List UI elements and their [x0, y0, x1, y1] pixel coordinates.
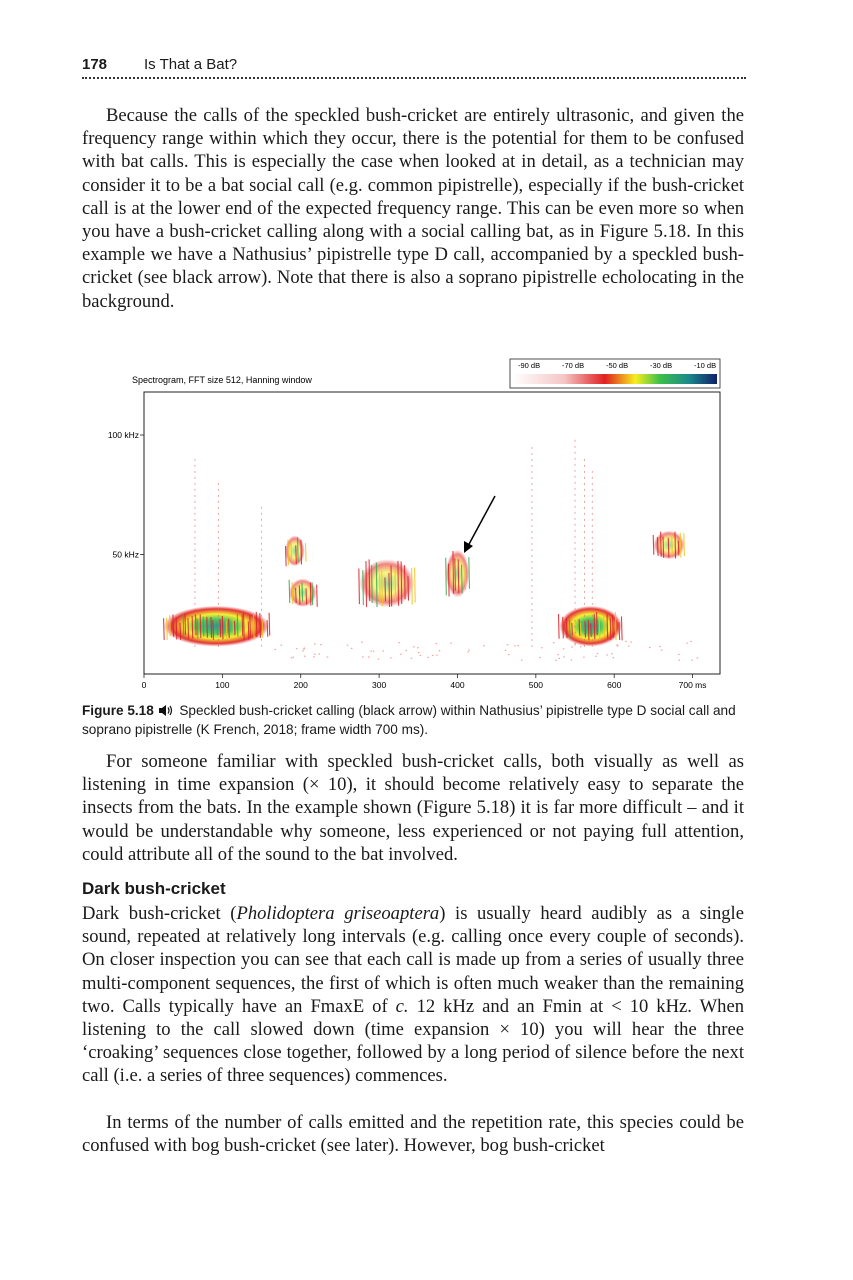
call-streak	[207, 617, 208, 638]
noise-dot	[690, 641, 692, 642]
figure-label: Figure 5.18	[82, 703, 154, 718]
noise-dot	[483, 645, 485, 646]
x-tick-label: 200	[293, 680, 308, 690]
call-streak	[653, 535, 654, 555]
noise-dot	[420, 655, 422, 656]
call-streak	[233, 617, 234, 635]
call-streak	[448, 564, 449, 597]
call-social-call-group-4	[653, 531, 685, 560]
call-streak	[401, 561, 402, 604]
noise-dot	[390, 657, 392, 658]
call-streak	[296, 545, 297, 564]
call-streak	[462, 565, 463, 594]
noise-dot	[539, 657, 541, 658]
noise-dot	[400, 654, 402, 655]
spectrogram-figure	[92, 356, 732, 692]
call-streak	[306, 588, 307, 604]
call-streak	[570, 619, 571, 637]
noise-dot	[678, 660, 680, 661]
call-streak	[615, 612, 616, 640]
call-streak	[558, 614, 559, 639]
noise-dot	[575, 643, 577, 644]
noise-dot	[373, 651, 375, 652]
spectrogram-chart	[92, 356, 732, 692]
call-streak	[164, 618, 165, 640]
call-streak	[222, 616, 223, 639]
noise-dot	[362, 656, 364, 657]
noise-dot	[351, 648, 353, 649]
call-streak	[613, 615, 614, 638]
call-streak	[301, 540, 302, 565]
noise-dot	[320, 644, 322, 645]
call-streak	[579, 619, 580, 636]
call-streak	[675, 532, 676, 559]
call-streak	[170, 615, 171, 636]
call-streak	[200, 614, 201, 638]
noise-dot	[347, 645, 349, 646]
call-streak	[302, 583, 303, 602]
call-streak	[610, 618, 611, 640]
noise-dot	[428, 657, 430, 658]
call-streak	[248, 622, 249, 640]
call-streak	[234, 621, 235, 635]
colorbar	[510, 359, 720, 388]
call-streak	[298, 537, 299, 562]
noise-dot	[418, 652, 420, 653]
call-streak	[363, 570, 364, 605]
call-streak	[220, 619, 221, 637]
call-streak	[597, 612, 598, 635]
call-streak	[585, 621, 586, 638]
call-streak	[446, 558, 447, 596]
noise-dot	[659, 646, 661, 647]
call-streak	[366, 561, 367, 607]
noise-dot	[630, 641, 632, 642]
text-run: ) is usually heard audibly as a single sound, repeated at relatively long intervals (e.g. calling once every couple of seconds). On closer inspection you can see that each call is made up from a series of usually three multi-component sequences, the first of which is often much weaker than the remaining two. Calls typically have an FmaxE of	[82, 903, 744, 1017]
call-streak	[369, 559, 370, 601]
call-streak	[176, 617, 177, 639]
call-streak	[455, 558, 456, 590]
call-streak	[408, 576, 409, 600]
colorbar-label: -90 dB	[518, 361, 541, 370]
noise-dot	[405, 650, 407, 651]
call-streak	[310, 582, 311, 605]
x-tick-label: 500	[528, 680, 543, 690]
noise-dot	[314, 654, 316, 655]
call-streak	[192, 616, 193, 639]
call-streak	[197, 619, 198, 638]
colorbar-label: -30 dB	[650, 361, 673, 370]
call-streak	[657, 537, 658, 556]
call-streak	[599, 616, 600, 639]
call-streak	[244, 613, 245, 641]
call-streak	[453, 551, 454, 594]
call-streak	[185, 614, 186, 635]
noise-dot	[597, 653, 599, 654]
header-divider	[82, 77, 746, 79]
x-tick-label: 400	[450, 680, 465, 690]
call-streak	[289, 580, 290, 603]
noise-dot	[507, 644, 509, 645]
noise-dot	[304, 656, 306, 657]
call-streak	[288, 540, 289, 565]
page-number: 178	[82, 56, 108, 73]
call-streak	[668, 538, 669, 558]
text-run: 12 kHz and an Fmin at < 10 kHz. When listening to the call slowed down (time expansion × 10) you will hear the three ‘croaking’ sequences close together, followed by a long period of silence before the next call (i.e. a series of three sequences) commences.	[82, 995, 744, 1087]
x-tick-label: 600	[607, 680, 622, 690]
species-name: Pholidoptera griseoaptera	[236, 903, 440, 924]
call-streak	[203, 617, 204, 637]
noise-dot	[563, 648, 565, 649]
noise-dot	[571, 646, 573, 647]
noise-dot	[595, 656, 597, 657]
noise-dot	[382, 650, 384, 651]
call-streak	[594, 614, 595, 640]
y-tick-label: 100 kHz	[107, 430, 139, 441]
call-streak	[292, 582, 293, 604]
x-tick-label: 100	[215, 680, 230, 690]
noise-dot	[521, 660, 523, 661]
call-streak	[684, 533, 685, 556]
colorbar-label: -10 dB	[694, 361, 717, 370]
call-streak	[376, 562, 377, 607]
noise-dot	[571, 659, 573, 660]
noise-dot	[436, 643, 438, 644]
call-streak	[607, 614, 608, 639]
call-streak	[286, 546, 287, 566]
noise-dot	[691, 660, 693, 661]
noise-dot	[378, 659, 380, 660]
call-streak	[226, 620, 227, 639]
noise-dot	[628, 645, 630, 646]
call-streak	[621, 616, 622, 640]
noise-dot	[370, 650, 372, 651]
y-tick-label: 50 kHz	[112, 549, 139, 560]
x-tick-label: 300	[372, 680, 387, 690]
call-streak	[395, 569, 396, 602]
call-streak	[269, 613, 270, 636]
call-streak	[217, 622, 218, 635]
paragraph-repetition: In terms of the number of calls emitted and the repetition rate, this species could be confused with bog bush-cricket (see later). However, bog bush-cricket	[82, 1112, 744, 1157]
noise-dot	[553, 642, 555, 643]
call-streak	[469, 557, 470, 589]
call-streak	[296, 588, 297, 603]
noise-dot	[559, 658, 561, 659]
call-streak	[398, 561, 399, 606]
call-streak	[305, 543, 306, 561]
noise-dot	[541, 647, 543, 648]
noise-dot	[517, 645, 519, 646]
noise-dot	[686, 643, 688, 644]
noise-dot	[274, 649, 276, 650]
call-streak	[183, 614, 184, 638]
noise-dot	[661, 650, 663, 651]
noise-dot	[580, 646, 582, 647]
call-streak	[254, 615, 255, 639]
noise-dot	[280, 645, 282, 646]
call-streak	[211, 617, 212, 638]
call-streak	[672, 533, 673, 555]
noise-dot	[398, 642, 400, 643]
call-streak	[213, 620, 214, 639]
noise-dot	[413, 646, 415, 647]
noise-dot	[468, 649, 470, 650]
speaker-icon[interactable]	[158, 704, 176, 721]
call-streak	[256, 612, 257, 637]
noise-dot	[555, 660, 557, 661]
call-streak	[588, 620, 589, 640]
call-energy	[360, 559, 415, 607]
noise-dot	[327, 656, 329, 657]
figure-caption	[82, 702, 746, 738]
call-streak	[405, 565, 406, 599]
noise-dot	[514, 645, 516, 646]
call-streak	[317, 585, 318, 607]
call-streak	[458, 559, 459, 593]
call-streak	[465, 568, 466, 590]
call-streak	[167, 618, 168, 640]
call-streak	[312, 582, 313, 605]
call-streak	[299, 585, 300, 604]
call-streak	[580, 623, 581, 637]
call-streak	[663, 537, 664, 558]
noise-dot	[432, 655, 434, 656]
call-streak	[359, 569, 360, 605]
call-streak	[380, 574, 381, 602]
chart-title: Spectrogram, FFT size 512, Hanning window	[132, 375, 312, 385]
call-streak	[250, 615, 251, 638]
noise-dot	[467, 651, 469, 652]
call-streak	[412, 568, 413, 605]
call-pipistrelle-low-band-1	[164, 606, 270, 647]
running-header	[82, 52, 746, 78]
colorbar-gradient	[513, 374, 717, 384]
call-streak	[572, 623, 573, 636]
noise-dot	[319, 653, 321, 654]
call-streak	[415, 568, 416, 603]
running-title: Is That a Bat?	[144, 56, 238, 73]
noise-dot	[313, 656, 315, 657]
noise-dot	[583, 657, 585, 658]
colorbar-label: -50 dB	[606, 361, 629, 370]
noise-dot	[616, 644, 618, 645]
noise-dot	[563, 656, 565, 657]
noise-dot	[649, 647, 651, 648]
noise-dot	[625, 641, 627, 642]
noise-dot	[613, 657, 615, 658]
colorbar-label: -70 dB	[562, 361, 585, 370]
circa-abbrev: c.	[395, 995, 409, 1017]
call-streak	[680, 533, 681, 558]
call-streak	[237, 614, 238, 637]
call-streak	[291, 543, 292, 561]
call-streak	[591, 623, 592, 637]
noise-dot	[697, 657, 699, 658]
call-streak	[267, 620, 268, 637]
call-streak	[389, 573, 390, 607]
noise-dot	[302, 650, 304, 651]
noise-dot	[557, 654, 559, 655]
call-streak	[180, 623, 181, 640]
call-streak	[391, 566, 392, 607]
call-streak	[262, 621, 263, 638]
noise-dot	[505, 650, 507, 651]
noise-dot	[611, 653, 613, 654]
call-streak	[242, 615, 243, 636]
noise-dot	[678, 654, 680, 655]
noise-dot	[293, 657, 295, 658]
noise-dot	[361, 642, 363, 643]
noise-dot	[606, 654, 608, 655]
noise-dot	[314, 644, 316, 645]
call-streak	[229, 619, 230, 638]
text-run: Dark bush-cricket (	[82, 903, 237, 924]
call-streak	[382, 571, 383, 606]
call-streak	[678, 541, 679, 556]
call-streak	[563, 617, 564, 638]
noise-dot	[439, 650, 441, 651]
noise-dot	[417, 647, 419, 648]
noise-dot	[291, 657, 293, 658]
call-streak	[173, 615, 174, 637]
noise-dot	[296, 648, 298, 649]
call-streak	[196, 615, 197, 636]
noise-dot	[436, 654, 438, 655]
noise-dot	[411, 658, 413, 659]
x-tick-label: 0	[141, 680, 147, 690]
call-streak	[385, 577, 386, 601]
call-streak	[604, 615, 605, 635]
call-streak	[619, 622, 620, 640]
noise-dot	[368, 656, 370, 657]
call-streak	[372, 565, 373, 603]
x-tick-label: 700 ms	[678, 680, 707, 690]
call-streak	[661, 532, 662, 557]
call-streak	[260, 613, 261, 638]
noise-dot	[508, 654, 510, 655]
call-streak	[188, 618, 189, 639]
caption-text: Speckled bush-cricket calling (black arrow) within Nathusius’ pipistrelle type D social call and soprano pipistrelle (K French, 2018; frame width 700 ms).	[82, 703, 736, 737]
paragraph-dark-bush-cricket	[82, 902, 744, 1088]
paragraph-intro: Because the calls of the speckled bush-cricket are entirely ultrasonic, and given the frequency range within which they occur, there is the potential for them to be confused with bat calls. This is especially the case when looked at in detail, as a technician may consider it to be a bat social call (e.g. common pipistrelle), especially if the bush-cricket call is at the lower end of the expected frequency range. This can be even more so when you have a bush-cricket calling along with a social calling bat, as in Figure 5.18. In this example we have a Nathusius’ pipistrelle type D call, accompanied by a speckled bush-cricket (see black arrow). Note that there is also a soprano pipistrelle echolocating in the background.	[82, 105, 744, 312]
noise-dot	[450, 642, 452, 643]
noise-dot	[304, 647, 306, 648]
call-streak	[566, 618, 567, 638]
paragraph-familiar: For someone familiar with speckled bush-cricket calls, both visually as well as listening in time expansion (× 10), it should become relatively easy to separate the insects from the bats. In the example shown (Figure 5.18) it is far more difficult – and it would be understandable why someone, less experienced or not paying full attention, could attribute all of the sound to the bat involved.	[82, 751, 744, 865]
section-heading: Dark bush-cricket	[82, 879, 226, 898]
